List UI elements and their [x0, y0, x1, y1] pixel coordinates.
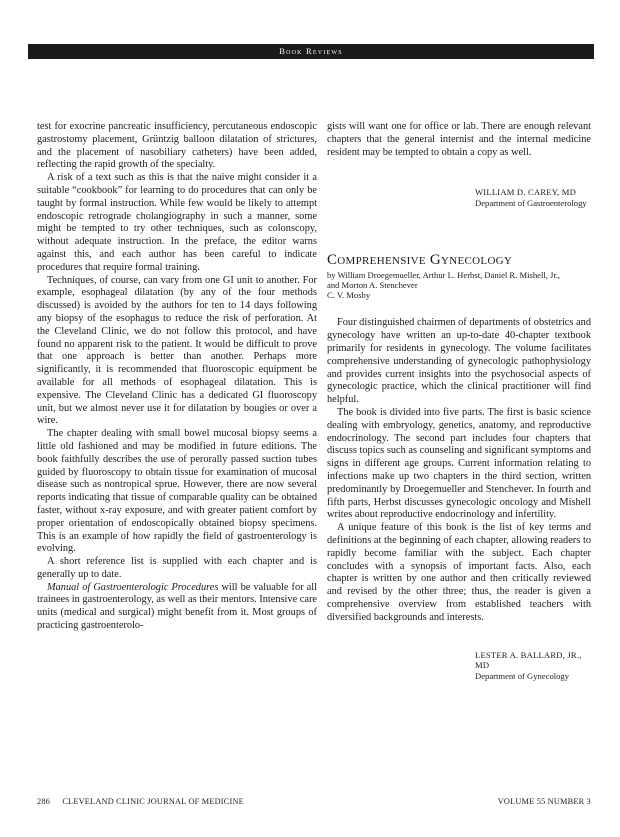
reviewer-signature: [475, 650, 591, 682]
review-body: [327, 317, 591, 624]
section-header-bar: [28, 44, 594, 59]
paragraph: The book is divided into five parts. The first is basic science dealing with embryology, genetics, anatomy, and reproductive endocrinology. The second part includes four chapters that discuss topics such as counseling and significant symptoms and signs in different age groups. Current information relating to infections make up two chapters in the third section, written predominantly by Droegemueller and Stenchever. In fourth and fifth parts, Herbst discusses gynecologic oncology and Mishell writes about reproductive endocrinology and infertility.: [327, 407, 591, 521]
paragraph: test for exocrine pancreatic insufficiency, percutaneous endoscopic gastrostomy placement, Grüntzig balloon dilatation of strictures, and the placement of nasobiliary catheters) have been added, reflecting the rapid growth of the specialty.: [37, 121, 317, 171]
reviewer-signature: [475, 187, 591, 208]
book-title-italic: Manual of Gastroenterologic Procedures: [47, 581, 219, 593]
reviewer-department: Department of Gastroenterology: [475, 197, 587, 208]
review-authors-line: and Morton A. Stenchever: [327, 279, 418, 290]
paragraph-continuation: gists will want one for office or lab. There are enough relevant chapters that the general internist and the internal medicine resident may be tempted to obtain a copy as well.: [327, 121, 591, 158]
page-number: 286: [37, 797, 51, 806]
footer-left: [37, 797, 244, 806]
paragraph: The chapter dealing with small bowel mucosal biopsy seems a little old fashioned and may be modified in future editions. The book faithfully describes the use of perorally passed suction tubes guided by fluoroscopy to obtain tissue for examination of mucosal disease such as nontropical sprue. However, there are now several reports indicating that tissue of comparable quality can be obtained faster, without x-ray exposure, and with greater patient comfort by proper orientation of endoscopically obtained biopsy specimens. This is an example of how rapidly the field of gastroenterology is evolving.: [37, 428, 317, 555]
issue-info: VOLUME 55 NUMBER 3: [497, 797, 591, 806]
paragraph: Techniques, of course, can vary from one GI unit to another. For example, esophageal dilatation (by any of the four methods discussed) is avoided by the authors for ten to 14 days following any biopsy of the esophagus to reduce the risk of perforation. At the Cleveland Clinic, we do not follow this protocol, and have found no apparent risk to the patient. It would be difficult to prove that one approach is better than another. Perhaps more significantly, it is recommended that fluoroscopic equipment be available for all methods of esophageal dilatation. This is expensive. The Cleveland Clinic has a dedicated GI fluoroscopy unit, but we almost never use it for dilatation by bougies or over a wire.: [37, 274, 317, 427]
review-title: Comprehensive Gynecology: [327, 251, 513, 268]
reviewer-department: Department of Gynecology: [475, 670, 570, 681]
section-title: Book Reviews: [279, 46, 343, 56]
paragraph: A short reference list is supplied with each chapter and is generally up to date.: [37, 556, 317, 580]
review-publisher: C. V. Mosby: [327, 290, 371, 301]
reviewer-name: LESTER A. BALLARD, JR., MD: [475, 649, 582, 671]
paragraph: A unique feature of this book is the list of key terms and definitions at the beginning of each chapter, allowing readers to rapidly become familiar with the subject. Each chapter concludes with a synopsis of important facts. Also, each chapter is written by one author and then critically reviewed and revised by the other three; thus, the reader is given a comprehensive overview from established teachers with diversified backgrounds and interests.: [327, 522, 591, 623]
closing-paragraph: [37, 582, 317, 633]
closing-text: will be valuable for all trainees in gastroenterology, as well as their mentors. Intensive care units (medical and surgical) might benefit from it. Most groups of practicing gastroenterolo-: [37, 581, 317, 632]
left-column: [37, 121, 317, 633]
paragraph: A risk of a text such as this is that the naive might consider it a suitable “cookbook” for learning to do procedures that can only be taught by formal instruction. While few would be likely to attempt endoscopic retrograde cholangiography in such a manner, some might be tempted to try other techniques, such as colonscopy, without adequate instruction. In the preface, the editor warns against this, and each author has been careful to indicate procedures that require formal training.: [37, 172, 317, 273]
journal-name: CLEVELAND CLINIC JOURNAL OF MEDICINE: [62, 797, 244, 806]
right-column: [327, 121, 591, 681]
reviewer-name: WILLIAM D. CAREY, MD: [475, 187, 576, 198]
review-authors-line: by William Droegemueller, Arthur L. Herbst, Daniel R. Mishell, Jr.,: [327, 269, 561, 280]
review-byline: [327, 270, 591, 301]
paragraph: Four distinguished chairmen of departments of obstetrics and gynecology have written an up-to-date 40-chapter textbook primarily for residents in gynecology. The volume facilitates comprehensive understanding of gynecologic pathophysiology and provides current insights into the psychosocial aspects of gynecologic practice, which the clinical practitioner will find helpful.: [327, 317, 591, 406]
